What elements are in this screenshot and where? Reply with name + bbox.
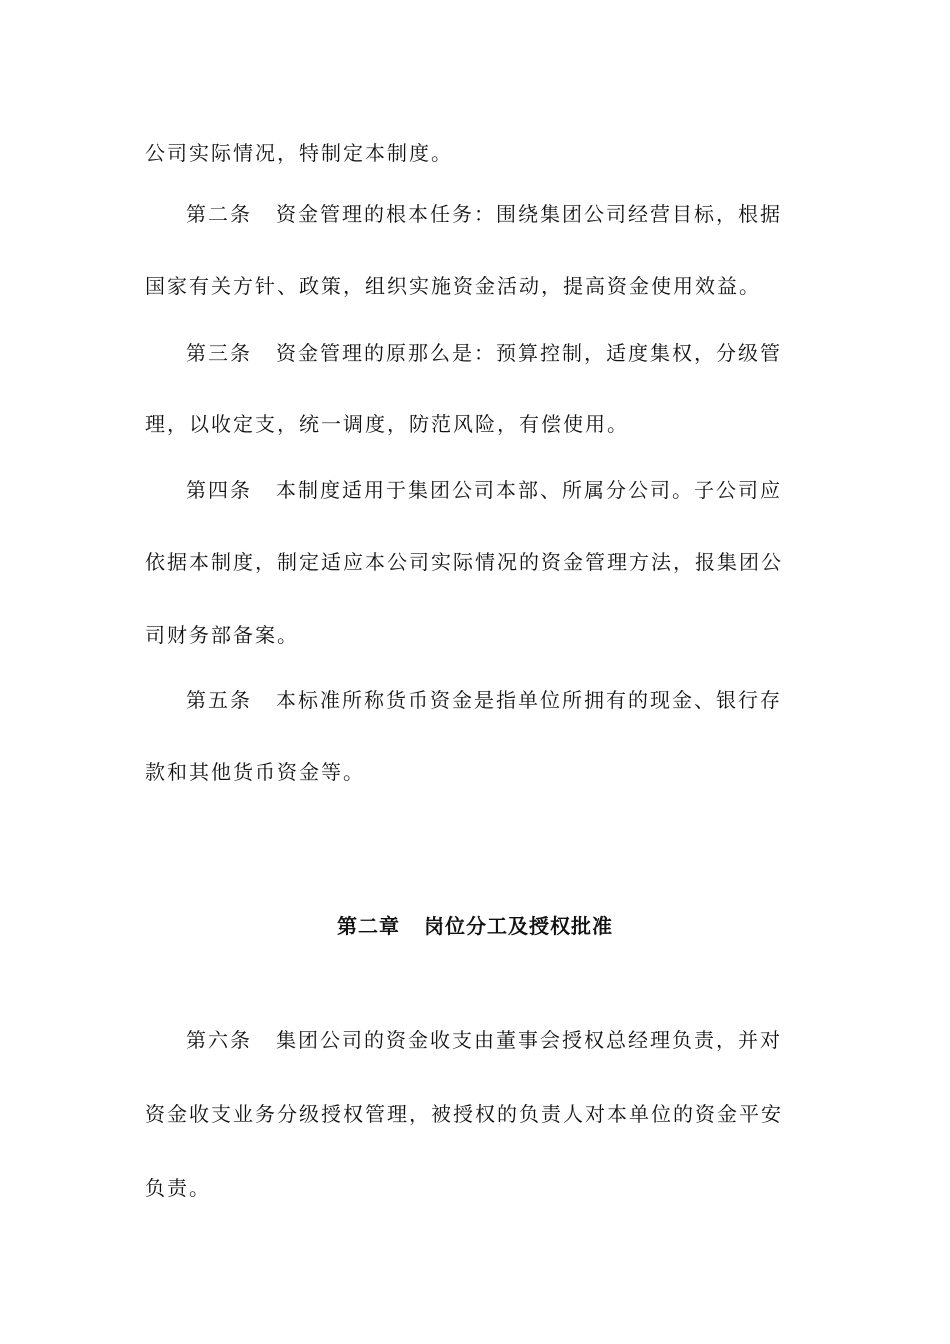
article-6-label: 第六条: [186, 1028, 252, 1052]
article-3-line-1: [186, 339, 782, 367]
article-6-line-1: [186, 1026, 782, 1054]
continuation-line: 公司实际情况，特制定本制度。: [145, 141, 453, 165]
article-4-line-1: [186, 476, 782, 504]
article-5-label: 第五条: [186, 688, 252, 712]
article-3-text-1: 资金管理的原那么是：预算控制，适度集权，分级管: [276, 341, 782, 365]
article-6-text-1: 集团公司的资金收支由董事会授权总经理负责，并对: [276, 1028, 782, 1052]
article-5-line-2: 款和其他货币资金等。: [145, 760, 365, 784]
article-2-line-1: [186, 200, 782, 228]
article-3-line-2: 理，以收定支，统一调度，防范风险，有偿使用。: [145, 412, 629, 436]
article-2-line-2: 国家有关方针、政策，组织实施资金活动，提高资金使用效益。: [145, 274, 761, 298]
article-2-label: 第二条: [186, 202, 252, 226]
article-5-line-1: [186, 686, 782, 714]
chapter-label: 第二章: [337, 914, 400, 938]
article-4-line-2: 依据本制度，制定适应本公司实际情况的资金管理方法，报集团公: [145, 550, 783, 574]
article-3-label: 第三条: [186, 341, 252, 365]
article-6-line-3: 负责。: [145, 1176, 211, 1200]
article-4-label: 第四条: [186, 478, 252, 502]
article-5-text-1: 本标准所称货币资金是指单位所拥有的现金、银行存: [276, 688, 782, 712]
article-6-line-2: 资金收支业务分级授权管理，被授权的负责人对本单位的资金平安: [145, 1102, 783, 1126]
article-4-line-3: 司财务部备案。: [145, 623, 299, 647]
article-2-text-1: 资金管理的根本任务：围绕集团公司经营目标，根据: [276, 202, 782, 226]
chapter-title: 岗位分工及授权批准: [424, 914, 613, 938]
chapter-heading: [0, 912, 950, 940]
article-4-text-1: 本制度适用于集团公司本部、所属分公司。子公司应: [276, 478, 782, 502]
